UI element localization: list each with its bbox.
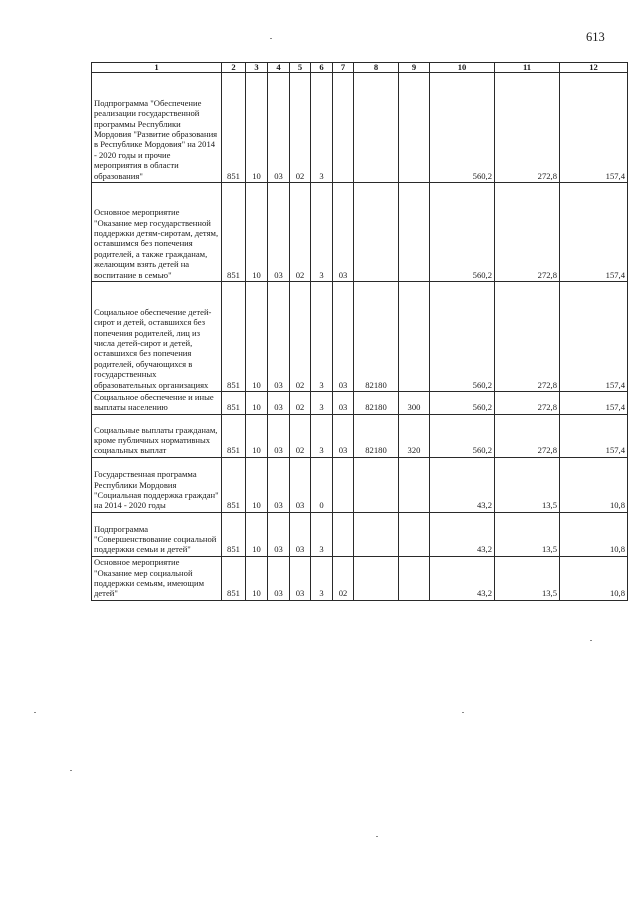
cell-col-9 [399, 512, 430, 556]
cell-col-8: 82180 [354, 392, 399, 415]
header-row [92, 63, 628, 73]
cell-col-9 [399, 183, 430, 282]
scan-speck [376, 836, 378, 837]
cell-col-7: 03 [333, 414, 354, 457]
cell-col-11: 272,8 [495, 73, 560, 183]
cell-col-8 [354, 556, 399, 600]
cell-col-5: 02 [290, 183, 311, 282]
cell-col-2: 851 [222, 73, 246, 183]
cell-col-3: 10 [246, 512, 268, 556]
cell-col-3: 10 [246, 282, 268, 392]
cell-col-2: 851 [222, 183, 246, 282]
cell-col-11: 13,5 [495, 556, 560, 600]
scan-speck [34, 712, 36, 713]
cell-col-2: 851 [222, 556, 246, 600]
cell-col-10: 560,2 [430, 414, 495, 457]
cell-col-12: 10,8 [560, 512, 628, 556]
column-header: 6 [311, 63, 333, 73]
cell-col-8: 82180 [354, 282, 399, 392]
cell-col-4: 03 [268, 414, 290, 457]
cell-col-12: 10,8 [560, 556, 628, 600]
cell-col-4: 03 [268, 392, 290, 415]
cell-col-4: 03 [268, 512, 290, 556]
cell-col-10: 560,2 [430, 282, 495, 392]
cell-col-5: 02 [290, 414, 311, 457]
column-header: 4 [268, 63, 290, 73]
cell-col-5: 03 [290, 457, 311, 512]
cell-col-12: 10,8 [560, 457, 628, 512]
row-name-cell: Социальное обеспечение и иные выплаты населению [92, 392, 222, 415]
cell-col-6: 3 [311, 282, 333, 392]
cell-col-8: 82180 [354, 414, 399, 457]
column-header: 3 [246, 63, 268, 73]
cell-col-12: 157,4 [560, 73, 628, 183]
row-name-cell: Основное мероприятие "Оказание мер социальной поддержки семьям, имеющим детей" [92, 556, 222, 600]
cell-col-7 [333, 73, 354, 183]
column-header: 1 [92, 63, 222, 73]
row-name-cell: Государственная программа Республики Мордовия "Социальная поддержка граждан" на 2014 - 2020 годы [92, 457, 222, 512]
cell-col-5: 02 [290, 392, 311, 415]
row-name-cell: Основное мероприятие "Оказание мер государственной поддержки детям-сиротам, детям, оставшимся без попечения родителей, а также гражданам, желающим взять детей на воспитание в семью" [92, 183, 222, 282]
table-row [92, 183, 628, 282]
cell-col-11: 13,5 [495, 512, 560, 556]
scan-speck [70, 770, 72, 771]
cell-col-3: 10 [246, 73, 268, 183]
column-header: 11 [495, 63, 560, 73]
cell-col-8 [354, 457, 399, 512]
cell-col-6: 3 [311, 556, 333, 600]
budget-table [91, 62, 628, 601]
cell-col-2: 851 [222, 392, 246, 415]
column-header: 5 [290, 63, 311, 73]
scan-speck [590, 640, 592, 641]
row-name-cell: Социальное обеспечение детей-сирот и детей, оставшихся без попечения родителей, лиц из числа детей-сирот и детей, оставшихся без попечения родителей, обучающихся в государственных образовательных организациях [92, 282, 222, 392]
cell-col-10: 560,2 [430, 183, 495, 282]
page-number: 613 [586, 30, 605, 44]
table-row [92, 392, 628, 415]
cell-col-5: 02 [290, 282, 311, 392]
cell-col-12: 157,4 [560, 392, 628, 415]
cell-col-3: 10 [246, 457, 268, 512]
column-header: 10 [430, 63, 495, 73]
column-header: 8 [354, 63, 399, 73]
cell-col-12: 157,4 [560, 183, 628, 282]
cell-col-2: 851 [222, 282, 246, 392]
cell-col-9 [399, 73, 430, 183]
cell-col-2: 851 [222, 457, 246, 512]
cell-col-3: 10 [246, 556, 268, 600]
cell-col-10: 560,2 [430, 392, 495, 415]
row-name-cell: Социальные выплаты гражданам, кроме публичных нормативных социальных выплат [92, 414, 222, 457]
cell-col-7 [333, 512, 354, 556]
cell-col-3: 10 [246, 392, 268, 415]
cell-col-3: 10 [246, 414, 268, 457]
cell-col-12: 157,4 [560, 414, 628, 457]
row-name-cell: Подпрограмма "Обеспечение реализации государственной программы Республики Мордовия "Развитие образования в Республике Мордовия" на 2014 - 2020 годы и прочие мероприятия в области образования" [92, 73, 222, 183]
column-header: 12 [560, 63, 628, 73]
cell-col-9 [399, 457, 430, 512]
cell-col-5: 03 [290, 556, 311, 600]
cell-col-6: 3 [311, 73, 333, 183]
cell-col-6: 3 [311, 392, 333, 415]
cell-col-4: 03 [268, 73, 290, 183]
cell-col-3: 10 [246, 183, 268, 282]
cell-col-4: 03 [268, 183, 290, 282]
table-row [92, 556, 628, 600]
cell-col-10: 43,2 [430, 512, 495, 556]
cell-col-11: 272,8 [495, 392, 560, 415]
cell-col-5: 02 [290, 73, 311, 183]
table-row [92, 512, 628, 556]
table-row [92, 73, 628, 183]
cell-col-7: 03 [333, 392, 354, 415]
cell-col-7: 03 [333, 282, 354, 392]
cell-col-6: 3 [311, 183, 333, 282]
cell-col-10: 43,2 [430, 556, 495, 600]
scan-speck [462, 712, 464, 713]
table-row [92, 282, 628, 392]
cell-col-11: 13,5 [495, 457, 560, 512]
cell-col-10: 560,2 [430, 73, 495, 183]
cell-col-2: 851 [222, 512, 246, 556]
cell-col-7 [333, 457, 354, 512]
cell-col-4: 03 [268, 556, 290, 600]
table-header [92, 63, 628, 73]
column-header: 7 [333, 63, 354, 73]
cell-col-4: 03 [268, 457, 290, 512]
cell-col-9: 320 [399, 414, 430, 457]
cell-col-12: 157,4 [560, 282, 628, 392]
column-header: 9 [399, 63, 430, 73]
cell-col-9 [399, 556, 430, 600]
cell-col-5: 03 [290, 512, 311, 556]
table-row [92, 414, 628, 457]
cell-col-7: 03 [333, 183, 354, 282]
cell-col-8 [354, 183, 399, 282]
cell-col-9: 300 [399, 392, 430, 415]
cell-col-7: 02 [333, 556, 354, 600]
cell-col-10: 43,2 [430, 457, 495, 512]
table-row [92, 457, 628, 512]
cell-col-6: 3 [311, 414, 333, 457]
scan-speck [270, 38, 272, 39]
cell-col-4: 03 [268, 282, 290, 392]
cell-col-8 [354, 512, 399, 556]
cell-col-6: 0 [311, 457, 333, 512]
cell-col-11: 272,8 [495, 282, 560, 392]
cell-col-6: 3 [311, 512, 333, 556]
row-name-cell: Подпрограмма "Совершенствование социальной поддержки семьи и детей" [92, 512, 222, 556]
table-body [92, 73, 628, 601]
cell-col-8 [354, 73, 399, 183]
cell-col-9 [399, 282, 430, 392]
cell-col-11: 272,8 [495, 183, 560, 282]
column-header: 2 [222, 63, 246, 73]
cell-col-11: 272,8 [495, 414, 560, 457]
cell-col-2: 851 [222, 414, 246, 457]
